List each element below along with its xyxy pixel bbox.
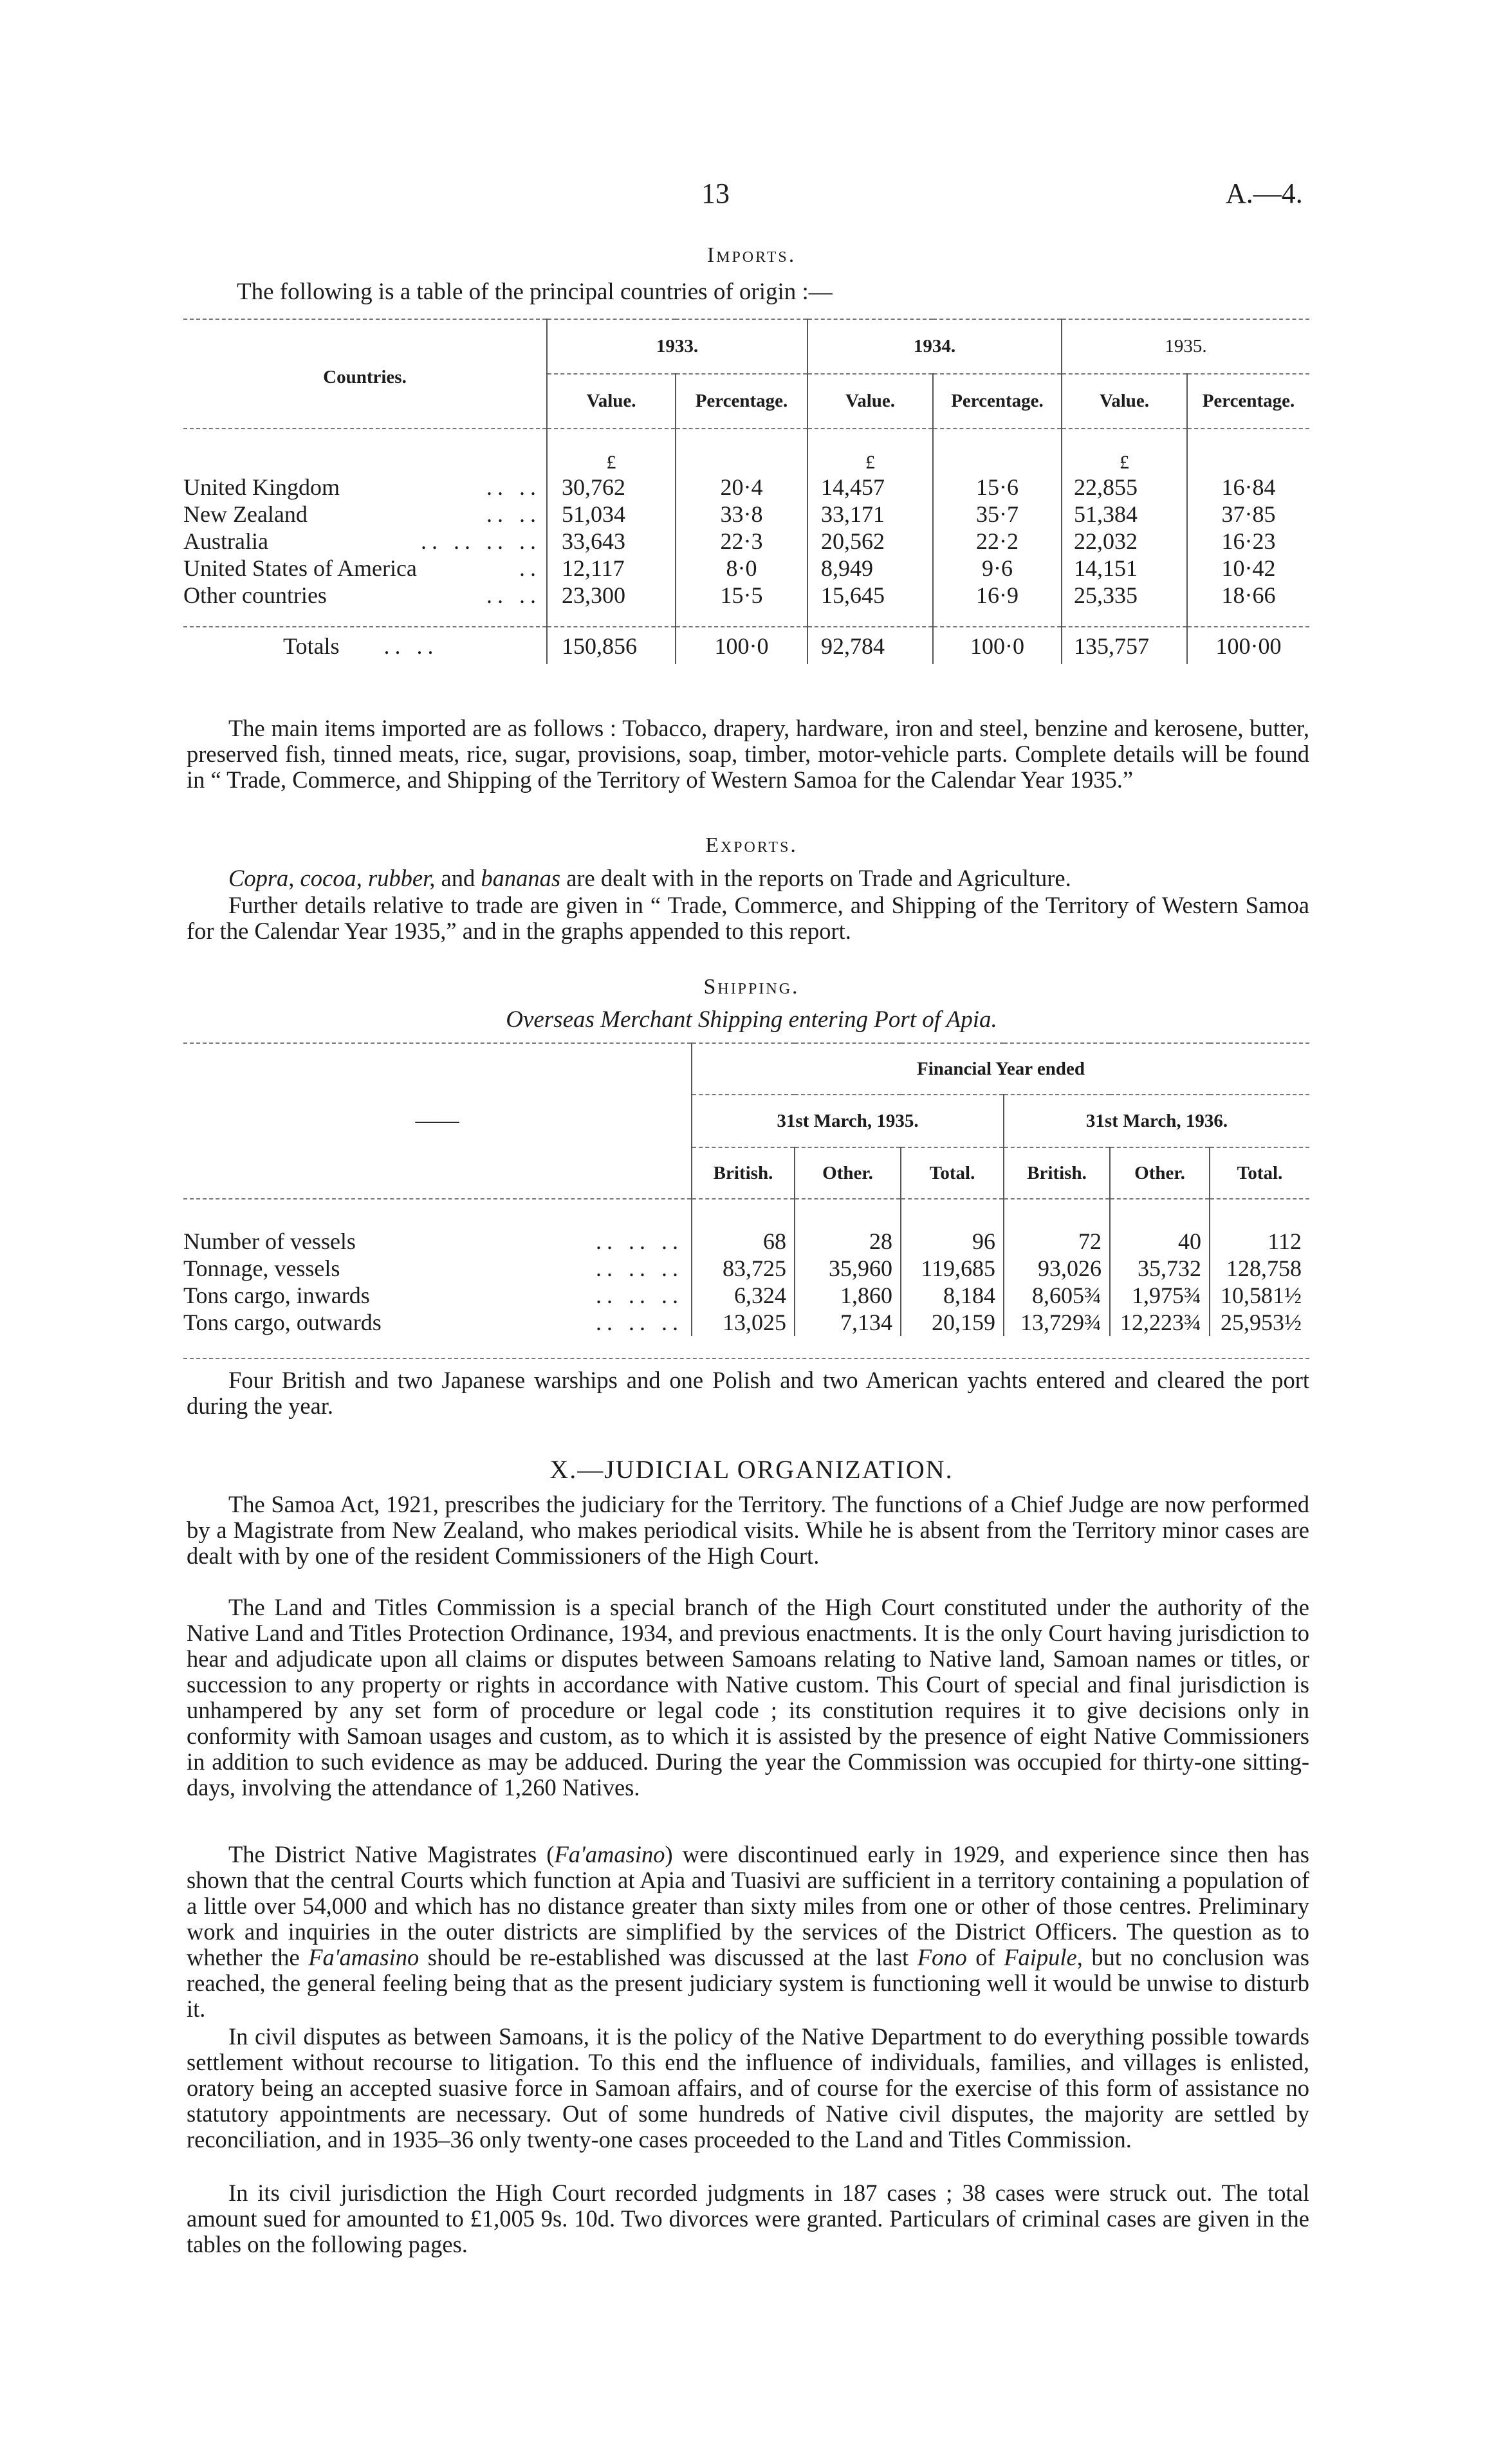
total-1934-percentage: 100·0 <box>933 627 1062 664</box>
total-header: Total. <box>1210 1147 1309 1199</box>
percentage-cell: 33·8 <box>676 501 807 528</box>
country-cell <box>183 582 547 609</box>
other-1935-cell: 35,960 <box>795 1255 901 1282</box>
page-number: 13 <box>701 178 730 209</box>
value-header: Value. <box>547 374 676 429</box>
p3-term-faamasino: Fa'amasino <box>308 1944 420 1970</box>
shipping-row-label-cell <box>183 1228 692 1255</box>
other-1936-cell: 1,975¾ <box>1110 1282 1210 1309</box>
currency-symbol: £ <box>807 429 933 474</box>
p3-text-b: ) were discontinued early in 1929, and experience since then has shown that the central Courts which function at Apia and Tuasivi are sufficient in a territory containing a population of a little over 54,000 and which has no distance greater than sixty miles from one or other of those centres. Preliminary work and inquiries in the outer districts are simplified by the services of the District Officers. The question as to whether the <box>187 1841 1309 1970</box>
value-cell: 8,949 <box>807 555 933 582</box>
imports-heading: Imports. <box>706 243 797 267</box>
imports-table-row <box>183 528 1309 555</box>
value-cell: 33,643 <box>547 528 676 555</box>
exports-paragraph-1 <box>187 866 1309 891</box>
percentage-header: Percentage. <box>1187 374 1309 429</box>
judicial-paragraph-3 <box>187 1842 1309 2022</box>
total-1935-cell: 8,184 <box>901 1282 1004 1309</box>
percentage-cell: 9·6 <box>933 555 1062 582</box>
other-1936-cell: 40 <box>1110 1228 1210 1255</box>
imports-totals-row <box>183 627 1309 664</box>
country-cell <box>183 501 547 528</box>
p3-text-d: of <box>966 1944 1004 1970</box>
leader-dots: .. .. <box>383 633 439 659</box>
value-cell: 22,855 <box>1062 474 1187 501</box>
totals-label: Totals <box>283 633 340 659</box>
p3-term-fono: Fono <box>917 1944 967 1970</box>
value-cell: 33,171 <box>807 501 933 528</box>
british-header: British. <box>1004 1147 1110 1199</box>
other-1936-cell: 35,732 <box>1110 1255 1210 1282</box>
p3-text-a: The District Native Magistrates ( <box>228 1841 555 1867</box>
other-header: Other. <box>795 1147 901 1199</box>
leader-dots: .. .. .. <box>596 1310 683 1335</box>
total-1935-cell: 119,685 <box>901 1255 1004 1282</box>
value-cell: 15,645 <box>807 582 933 609</box>
imports-intro: The following is a table of the principal countries of origin :— <box>237 279 833 305</box>
shipping-row-label-cell <box>183 1282 692 1309</box>
value-cell: 51,034 <box>547 501 676 528</box>
leader-dots: .. .. .. <box>596 1283 683 1308</box>
country-name: United Kingdom <box>183 474 340 500</box>
british-1935-cell: 83,725 <box>692 1255 795 1282</box>
british-1936-cell: 72 <box>1004 1228 1110 1255</box>
judicial-paragraph-5: In its civil jurisdiction the High Court recorded judgments in 187 cases ; 38 cases were struck out. The total amount sued for amounted to £1,005 9s. 10d. Two divorces were granted. Particulars of criminal cases are given in the tables on the following pages. <box>187 2180 1309 2257</box>
british-header: British. <box>692 1147 795 1199</box>
leader-dots: .. .. .. .. <box>421 528 541 554</box>
row-label: Tons cargo, inwards <box>183 1283 370 1308</box>
row-label: Number of vessels <box>183 1228 356 1254</box>
country-name: United States of America <box>183 555 417 581</box>
value-cell: 23,300 <box>547 582 676 609</box>
shipping-table-bottom-rule <box>183 1358 1309 1359</box>
total-1933-percentage: 100·0 <box>676 627 807 664</box>
period-header-1935: 31st March, 1935. <box>692 1095 1004 1147</box>
percentage-cell: 37·85 <box>1187 501 1309 528</box>
judicial-paragraph-2: The Land and Titles Commission is a special branch of the High Court constituted under the authority of the Native Land and Titles Protection Ordinance, 1934, and previous enactments. It is the only Court having jurisdiction to hear and adjudicate upon all claims or disputes between Samoans relating to Native land, Samoan names or titles, or succession to any property or rights in accordance with Native custom. This Court of special and final jurisdiction is unhampered by any set form of procedure or legal code ; its constitution requires it to give decisions only in conformity with Samoan usages and custom, as to which it is assisted by the presence of eight Native Commissioners in addition to such evidence as may be adduced. During the year the Commission was occupied for thirty-one sitting-days, involving the attendance of 1,260 Natives. <box>187 1594 1309 1801</box>
shipping-corner: —— <box>183 1043 692 1199</box>
shipping-heading: Shipping. <box>703 975 800 999</box>
shipping-table-row <box>183 1255 1309 1282</box>
total-1936-cell: 128,758 <box>1210 1255 1309 1282</box>
percentage-cell: 15·6 <box>933 474 1062 501</box>
country-name: Australia <box>183 528 268 554</box>
value-cell: 51,384 <box>1062 501 1187 528</box>
other-1935-cell: 7,134 <box>795 1309 901 1336</box>
total-1935-percentage: 100·00 <box>1187 627 1309 664</box>
other-1936-cell: 12,223¾ <box>1110 1309 1210 1336</box>
financial-year-header: Financial Year ended <box>692 1043 1309 1095</box>
exports-heading: Exports. <box>705 833 798 857</box>
british-1935-cell: 13,025 <box>692 1309 795 1336</box>
country-cell <box>183 555 547 582</box>
percentage-cell: 20·4 <box>676 474 807 501</box>
imports-table-row <box>183 582 1309 609</box>
currency-symbol: £ <box>1062 429 1187 474</box>
value-cell: 30,762 <box>547 474 676 501</box>
country-cell <box>183 474 547 501</box>
leader-dots: .. .. .. <box>596 1228 683 1254</box>
shipping-row-label-cell <box>183 1255 692 1282</box>
currency-symbol: £ <box>547 429 676 474</box>
total-1933-value: 150,856 <box>547 627 676 664</box>
shipping-table-row <box>183 1282 1309 1309</box>
percentage-cell: 22·2 <box>933 528 1062 555</box>
value-cell: 22,032 <box>1062 528 1187 555</box>
judicial-paragraph-4: In civil disputes as between Samoans, it is the policy of the Native Department to do everything possible towards settlement without recourse to litigation. To this end the influence of individuals, families, and villages is enlisted, oratory being an accepted suasive force in Samoan affairs, and of course for the exercise of this form of assistance no statutory appointments are necessary. Out of some hundreds of Native civil disputes, the majority are settled by reconciliation, and in 1935–36 only twenty-one cases proceeded to the Land and Titles Commission. <box>187 2023 1309 2153</box>
other-header: Other. <box>1110 1147 1210 1199</box>
row-label: Tons cargo, outwards <box>183 1310 382 1335</box>
judicial-section-title: X.—JUDICIAL ORGANIZATION. <box>549 1455 954 1484</box>
leader-dots: .. .. <box>486 474 541 500</box>
percentage-cell: 10·42 <box>1187 555 1309 582</box>
year-header-1934: 1934. <box>807 319 1062 374</box>
leader-dots: .. .. <box>486 582 541 608</box>
percentage-cell: 16·23 <box>1187 528 1309 555</box>
total-1935-cell: 20,159 <box>901 1309 1004 1336</box>
total-1936-cell: 25,953½ <box>1210 1309 1309 1336</box>
percentage-header: Percentage. <box>933 374 1062 429</box>
percentage-cell: 35·7 <box>933 501 1062 528</box>
exports-italic-commodities: Copra, cocoa, rubber, <box>228 865 436 891</box>
year-header-1935: 1935. <box>1062 319 1309 374</box>
imports-table-row <box>183 555 1309 582</box>
percentage-cell: 16·9 <box>933 582 1062 609</box>
percentage-cell: 18·66 <box>1187 582 1309 609</box>
shipping-row-label-cell <box>183 1309 692 1336</box>
country-cell <box>183 528 547 555</box>
value-cell: 14,151 <box>1062 555 1187 582</box>
countries-header: Countries. <box>183 319 547 429</box>
shipping-paragraph: Four British and two Japanese warships and one Polish and two American yachts entered and cleared the port during the year. <box>187 1367 1309 1419</box>
british-1936-cell: 8,605¾ <box>1004 1282 1110 1309</box>
exports-rest: are dealt with in the reports on Trade and Agriculture. <box>566 865 1071 891</box>
document-reference: A.—4. <box>1226 178 1303 209</box>
leader-dots: .. .. .. <box>596 1255 683 1281</box>
shipping-table-row <box>183 1309 1309 1336</box>
total-1935-value: 135,757 <box>1062 627 1187 664</box>
imports-table <box>183 319 1309 664</box>
percentage-cell: 15·5 <box>676 582 807 609</box>
shipping-table-row <box>183 1228 1309 1255</box>
p3-term-faamasino: Fa'amasino <box>554 1841 665 1867</box>
total-header: Total. <box>901 1147 1004 1199</box>
leader-dots: .. .. <box>486 501 541 527</box>
imports-paragraph: The main items imported are as follows : Tobacco, drapery, hardware, iron and steel, benzine and kerosene, butter, preserved fish, tinned meats, rice, sugar, provisions, soap, timber, motor-vehicle parts. Complete details will be found in “ Trade, Commerce, and Shipping of the Territory of Western Samoa for the Calendar Year 1935.” <box>187 715 1309 793</box>
british-1935-cell: 68 <box>692 1228 795 1255</box>
value-header: Value. <box>807 374 933 429</box>
imports-table-row <box>183 501 1309 528</box>
shipping-subtitle: Overseas Merchant Shipping entering Port of Apia. <box>506 1006 997 1033</box>
value-cell: 14,457 <box>807 474 933 501</box>
exports-italic-bananas: bananas <box>481 865 561 891</box>
exports-and: and <box>441 865 475 891</box>
country-name: Other countries <box>183 582 327 608</box>
value-cell: 12,117 <box>547 555 676 582</box>
shipping-table <box>183 1042 1309 1336</box>
other-1935-cell: 28 <box>795 1228 901 1255</box>
p3-text-c: should be re-established was discussed at the last <box>419 1944 917 1970</box>
value-header: Value. <box>1062 374 1187 429</box>
total-1934-value: 92,784 <box>807 627 933 664</box>
total-1936-cell: 10,581½ <box>1210 1282 1309 1309</box>
p3-term-faipule: Faipule <box>1004 1944 1077 1970</box>
total-1936-cell: 112 <box>1210 1228 1309 1255</box>
british-1936-cell: 93,026 <box>1004 1255 1110 1282</box>
row-label: Tonnage, vessels <box>183 1255 340 1281</box>
percentage-cell: 16·84 <box>1187 474 1309 501</box>
percentage-cell: 22·3 <box>676 528 807 555</box>
value-cell: 25,335 <box>1062 582 1187 609</box>
judicial-paragraph-1: The Samoa Act, 1921, prescribes the judiciary for the Territory. The functions of a Chief Judge are now performed by a Magistrate from New Zealand, who makes periodical visits. While he is absent from the Territory minor cases are dealt with by one of the resident Commissioners of the High Court. <box>187 1491 1309 1569</box>
british-1935-cell: 6,324 <box>692 1282 795 1309</box>
period-header-1936: 31st March, 1936. <box>1004 1095 1309 1147</box>
imports-table-row <box>183 474 1309 501</box>
percentage-header: Percentage. <box>676 374 807 429</box>
percentage-cell: 8·0 <box>676 555 807 582</box>
other-1935-cell: 1,860 <box>795 1282 901 1309</box>
country-name: New Zealand <box>183 501 308 527</box>
british-1936-cell: 13,729¾ <box>1004 1309 1110 1336</box>
value-cell: 20,562 <box>807 528 933 555</box>
exports-paragraph-2: Further details relative to trade are given in “ Trade, Commerce, and Shipping of the Territory of Western Samoa for the Calendar Year 1935,” and in the graphs appended to this report. <box>187 892 1309 944</box>
p3-text-e: , but no conclusion was reached, the general feeling being that as the present judiciary system is functioning well it would be unwise to disturb it. <box>187 1944 1309 2022</box>
leader-dots: .. <box>519 555 541 581</box>
year-header-1933: 1933. <box>547 319 807 374</box>
total-1935-cell: 96 <box>901 1228 1004 1255</box>
